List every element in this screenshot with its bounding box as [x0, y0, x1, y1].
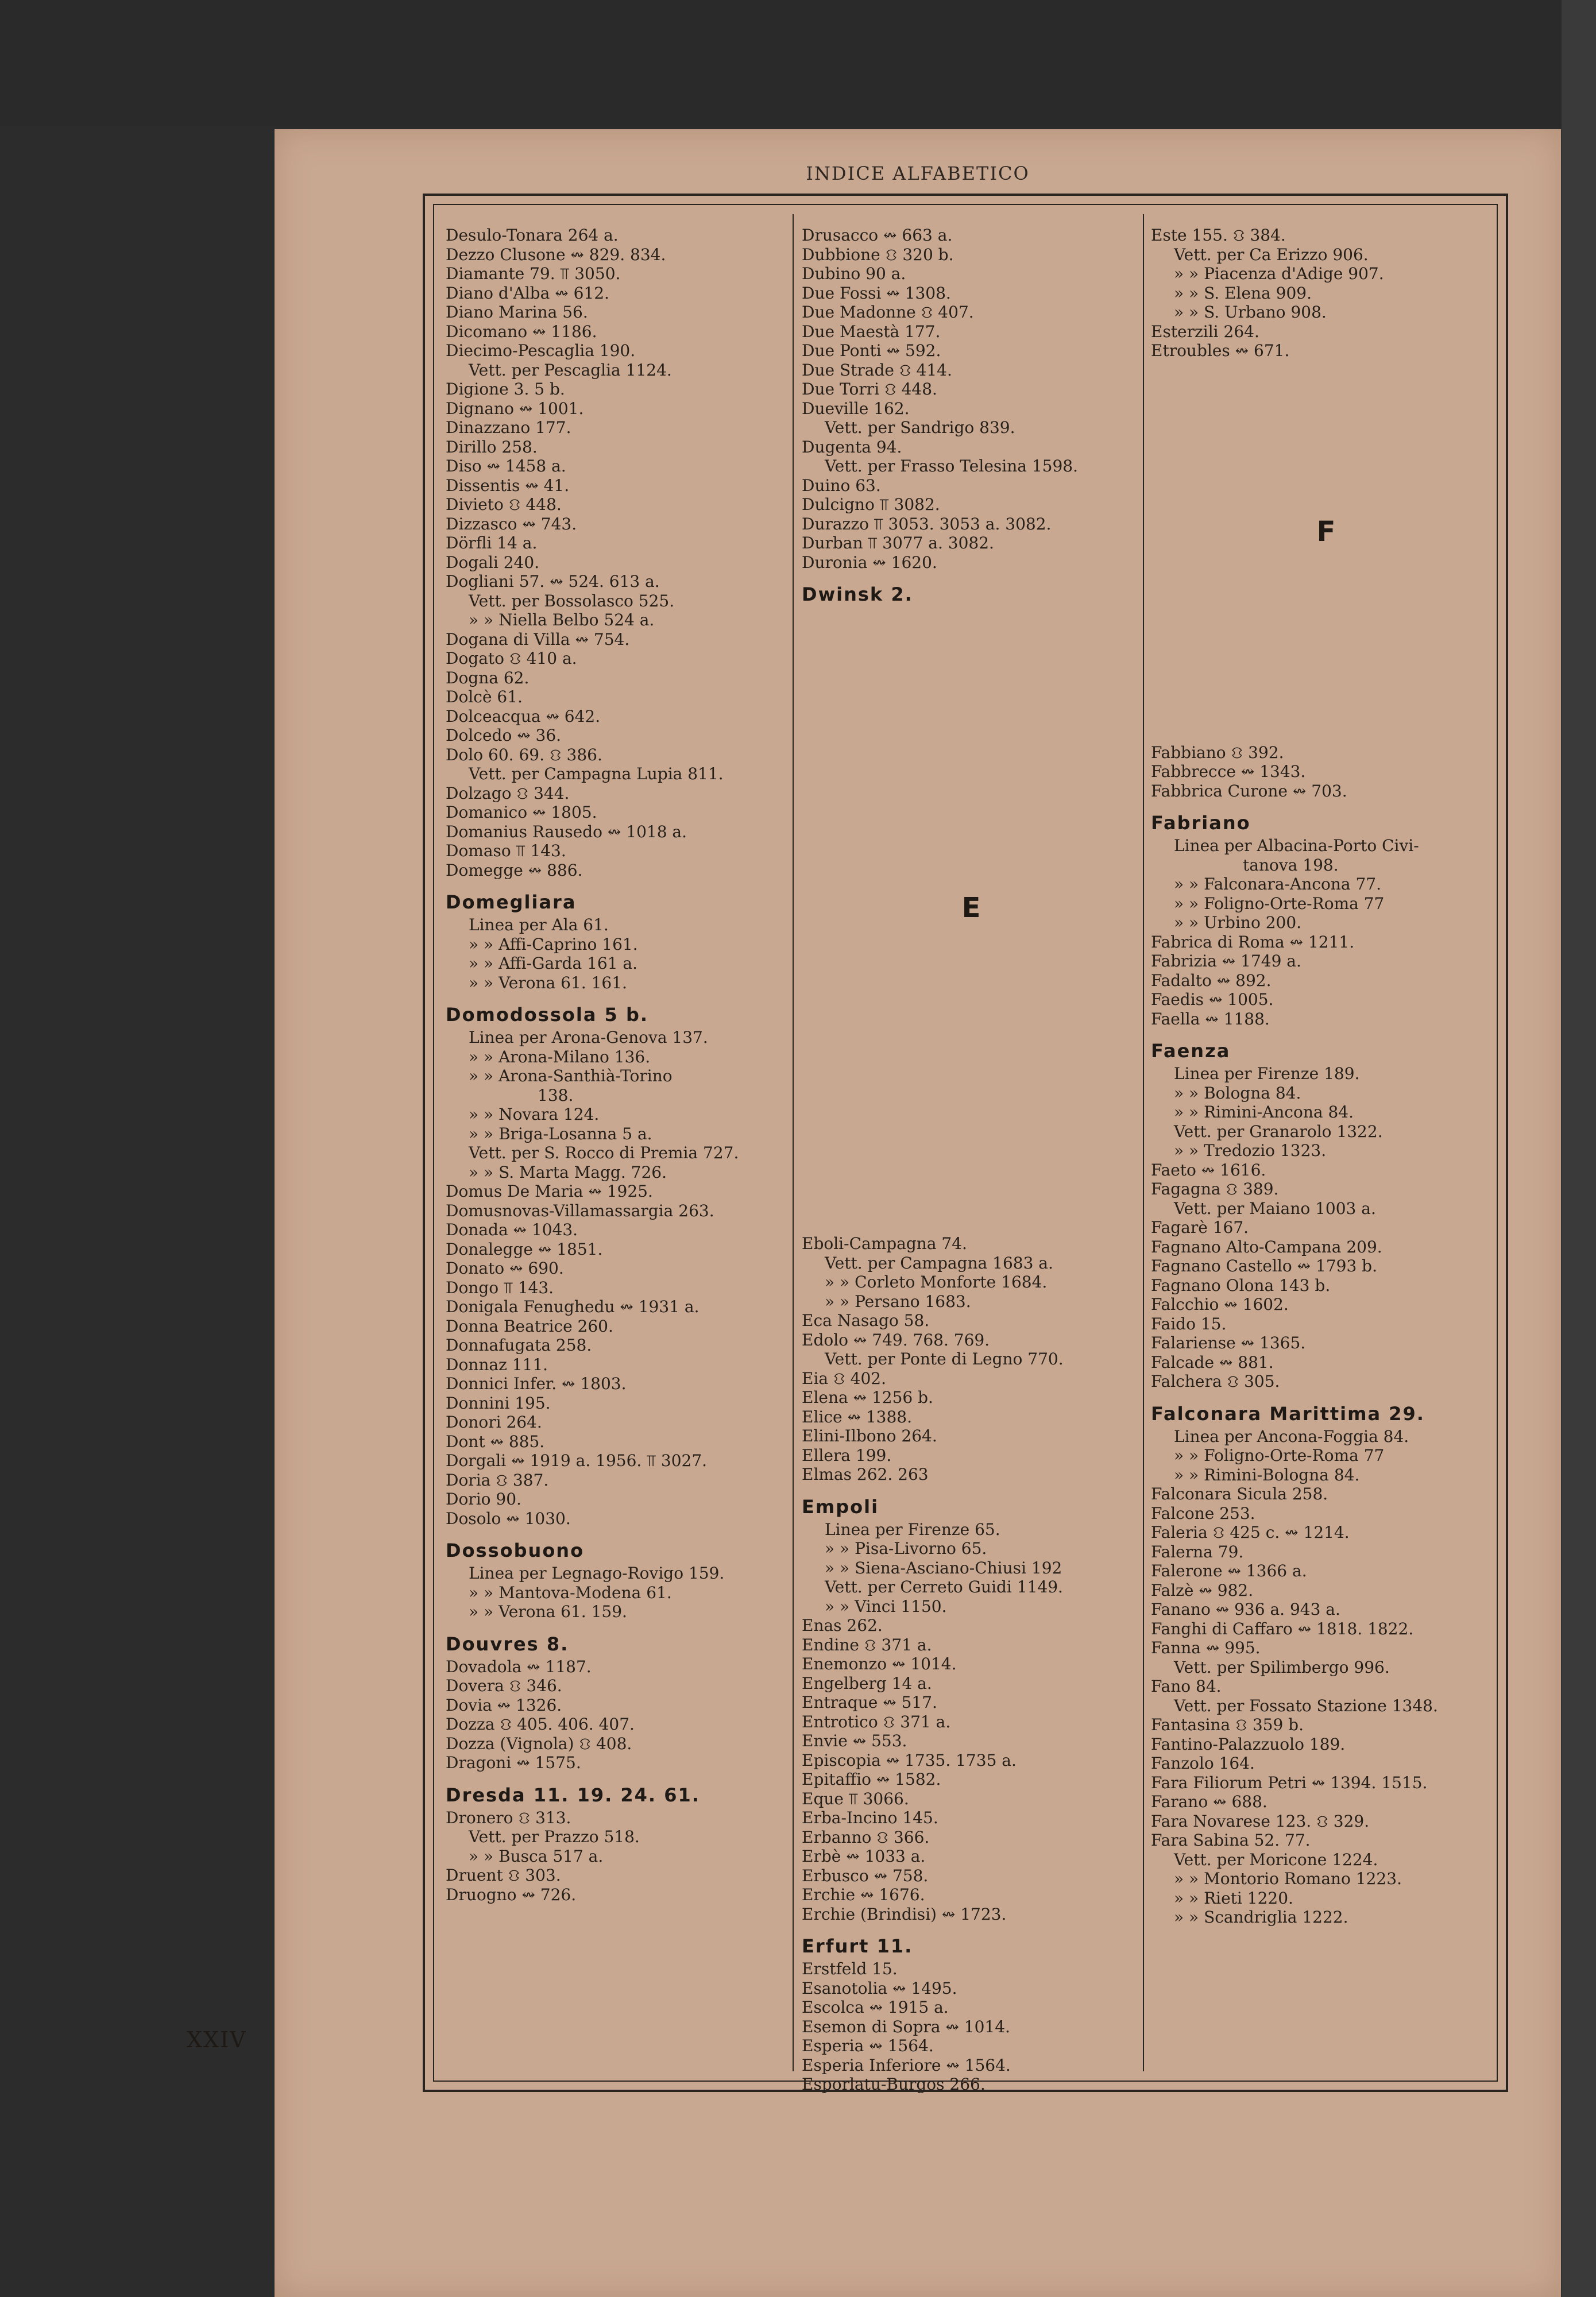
index-entry: Esanotolia ↭ 1495.: [802, 1978, 957, 1998]
index-entry: Falcade ↭ 881.: [1151, 1352, 1274, 1372]
index-subentry: » » Foligno-Orte-Roma 77: [1174, 1446, 1385, 1465]
index-entry: Enemonzo ↭ 1014.: [802, 1654, 957, 1673]
index-entry: Episcopia ↭ 1735. 1735 a.: [802, 1750, 1017, 1770]
index-subentry: Linea per Legnago-Rovigo 159.: [469, 1564, 725, 1583]
index-entry: Due Fossi ↭ 1308.: [802, 283, 951, 303]
index-entry: Druent ⛻ 303.: [446, 1866, 561, 1885]
index-heading: Faenza: [1151, 1040, 1231, 1062]
index-entry: Drusacco ↭ 663 a.: [802, 226, 953, 245]
index-entry: Esporlatu-Burgos 266.: [802, 2075, 986, 2094]
index-entry: Fadalto ↭ 892.: [1151, 970, 1272, 990]
index-entry: Entraque ↭ 517.: [802, 1693, 937, 1712]
index-entry: Dubbione ⛻ 320 b.: [802, 245, 954, 264]
index-heading: Douvres 8.: [446, 1633, 569, 1655]
index-column-3: [1151, 226, 1501, 1927]
index-subentry: » » Foligno-Orte-Roma 77: [1174, 894, 1385, 913]
index-subentry: » » Arona-Milano 136.: [469, 1047, 651, 1066]
index-heading: Erfurt 11.: [802, 1935, 913, 1957]
index-subentry: » » Falconara-Ancona 77.: [1174, 875, 1381, 894]
index-entry: Dolceacqua ↭ 642.: [446, 706, 601, 726]
index-entry: Dezzo Clusone ↭ 829. 834.: [446, 245, 666, 264]
index-entry: Falerone ↭ 1366 a.: [1151, 1561, 1307, 1580]
index-subentry: » » Siena-Asciano-Chiusi 192: [825, 1558, 1062, 1577]
index-entry: Eque ⫪ 3066.: [802, 1789, 909, 1808]
page-number: XXIV: [187, 2027, 247, 2052]
index-entry: Druogno ↭ 726.: [446, 1885, 577, 1904]
index-entry: Fanzolo 164.: [1151, 1754, 1255, 1773]
index-entry: Dulcigno ⫪ 3082.: [802, 495, 940, 514]
index-entry: Erchie ↭ 1676.: [802, 1885, 925, 1904]
section-letter: E: [961, 892, 981, 924]
index-entry: Diecimo-Pescaglia 190.: [446, 341, 636, 360]
index-entry: Diamante 79. ⫪ 3050.: [446, 264, 621, 283]
index-entry: Durban ⫪ 3077 a. 3082.: [802, 533, 994, 552]
index-entry: Diano Marina 56.: [446, 303, 588, 322]
index-entry: Fagagna ⛻ 389.: [1151, 1180, 1279, 1198]
index-entry: Donnici Infer. ↭ 1803.: [446, 1374, 627, 1393]
index-subentry: Vett. per Moricone 1224.: [1174, 1850, 1378, 1869]
index-entry: Fabbrecce ↭ 1343.: [1151, 762, 1306, 781]
index-entry: Dogana di Villa ↭ 754.: [446, 629, 630, 649]
index-entry: Due Madonne ⛻ 407.: [802, 303, 974, 322]
index-subentry: » » Rimini-Ancona 84.: [1174, 1103, 1354, 1122]
index-subentry: Vett. per Frasso Telesina 1598.: [825, 457, 1079, 475]
index-entry: Dolzago ⛻ 344.: [446, 783, 570, 803]
index-entry: Etroubles ↭ 671.: [1151, 341, 1290, 360]
index-subentry: » » Arona-Santhià-Torino: [469, 1066, 673, 1085]
index-entry: Domegge ↭ 886.: [446, 860, 583, 880]
index-subentry: Vett. per Bossolasco 525.: [469, 591, 675, 610]
index-entry: Fanano ↭ 936 a. 943 a.: [1151, 1600, 1340, 1619]
index-entry: Dolcedo ↭ 36.: [446, 726, 562, 745]
index-entry: Domus De Maria ↭ 1925.: [446, 1182, 653, 1201]
index-entry: Falariense ↭ 1365.: [1151, 1333, 1306, 1352]
index-subentry: » » S. Urbano 908.: [1174, 303, 1327, 322]
index-entry: Faido 15.: [1151, 1314, 1227, 1333]
background-left: [0, 0, 276, 2297]
index-entry: Dogato ⛻ 410 a.: [446, 649, 577, 668]
index-entry: Eca Nasago 58.: [802, 1311, 930, 1330]
index-entry: Fantino-Palazzuolo 189.: [1151, 1734, 1346, 1754]
index-entry: Domusnovas-Villamassargia 263.: [446, 1201, 714, 1220]
index-subentry: » » Mantova-Modena 61.: [469, 1583, 672, 1602]
index-entry: Dongo ⫪ 143.: [446, 1278, 554, 1297]
index-subentry: Linea per Albacina-Porto Civi-: [1174, 836, 1419, 855]
index-entry: Duino 63.: [802, 475, 881, 495]
index-entry: Dovia ↭ 1326.: [446, 1695, 562, 1715]
index-entry: Fabrizia ↭ 1749 a.: [1151, 952, 1301, 970]
index-subentry: » » Tredozio 1323.: [1174, 1141, 1327, 1160]
index-entry: Fara Novarese 123. ⛻ 329.: [1151, 1811, 1370, 1831]
index-entry: Fanghi di Caffaro ↭ 1818. 1822.: [1151, 1619, 1414, 1638]
index-entry: Elmas 262. 263: [802, 1465, 929, 1484]
index-entry: Fabrica di Roma ↭ 1211.: [1151, 932, 1355, 952]
index-heading: Domegliara: [446, 891, 577, 913]
index-entry: Dogliani 57. ↭ 524. 613 a.: [446, 572, 660, 591]
index-subentry: » » Montorio Romano 1223.: [1174, 1869, 1402, 1888]
index-entry: Elena ↭ 1256 b.: [802, 1388, 933, 1407]
index-entry: Diano d'Alba ↭ 612.: [446, 283, 609, 303]
index-entry: Donnini 195.: [446, 1393, 551, 1413]
index-heading: Domodossola 5 b.: [446, 1004, 649, 1026]
index-subentry: » » Novara 124.: [469, 1105, 600, 1124]
index-entry: Faella ↭ 1188.: [1151, 1009, 1270, 1028]
index-entry: Fanna ↭ 995.: [1151, 1638, 1261, 1657]
index-subentry: » » Scandriglia 1222.: [1174, 1908, 1348, 1927]
index-subentry: » » Verona 61. 161.: [469, 973, 627, 992]
index-entry: Domanius Rausedo ↭ 1018 a.: [446, 822, 687, 841]
index-heading: Empoli: [802, 1495, 879, 1518]
index-entry: Donalegge ↭ 1851.: [446, 1239, 603, 1259]
index-entry: Durazzo ⫪ 3053. 3053 a. 3082.: [802, 514, 1052, 533]
index-entry: Desulo-Tonara 264 a.: [446, 226, 619, 245]
index-entry: Fagarè 167.: [1151, 1218, 1249, 1237]
index-subentry: tanova 198.: [1243, 855, 1339, 875]
index-entry: Dolo 60. 69. ⛻ 386.: [446, 745, 602, 764]
index-entry: Fabbiano ⛻ 392.: [1151, 743, 1284, 762]
index-subentry: Vett. per Campagna Lupia 811.: [469, 764, 724, 783]
index-entry: Esemon di Sopra ↭ 1014.: [802, 2017, 1010, 2036]
index-heading: Fabriano: [1151, 812, 1251, 834]
index-entry: Erstfeld 15.: [802, 1959, 898, 1978]
index-subentry: Vett. per Maiano 1003 a.: [1174, 1198, 1376, 1218]
index-entry: Donori 264.: [446, 1413, 542, 1432]
index-entry: Dovadola ↭ 1187.: [446, 1657, 592, 1676]
index-entry: Dicomano ↭ 1186.: [446, 322, 597, 341]
column-divider-2: [1143, 214, 1144, 2071]
index-entry: Dragoni ↭ 1575.: [446, 1753, 581, 1772]
index-entry: Elice ↭ 1388.: [802, 1407, 913, 1426]
index-entry: Erchie (Brindisi) ↭ 1723.: [802, 1904, 1007, 1924]
index-subentry: Vett. per Ca Erizzo 906.: [1174, 245, 1369, 264]
index-entry: Erbè ↭ 1033 a.: [802, 1847, 926, 1866]
index-subentry: » » Briga-Losanna 5 a.: [469, 1124, 652, 1143]
index-entry: Envie ↭ 553.: [802, 1731, 907, 1750]
index-subentry: » » Verona 61. 159.: [469, 1602, 627, 1621]
index-entry: Duronia ↭ 1620.: [802, 552, 937, 572]
index-entry: Dorgali ↭ 1919 a. 1956. ⫪ 3027.: [446, 1451, 708, 1470]
index-entry: Este 155. ⛻ 384.: [1151, 226, 1286, 245]
index-entry: Fara Filiorum Petri ↭ 1394. 1515.: [1151, 1773, 1428, 1792]
column-divider-1: [793, 214, 794, 2071]
index-entry: Dueville 162.: [802, 399, 910, 418]
index-entry: Dizzasco ↭ 743.: [446, 514, 577, 533]
index-entry: Dogna 62.: [446, 668, 530, 687]
index-subentry: » » Niella Belbo 524 a.: [469, 610, 655, 629]
index-heading: Dossobuono: [446, 1540, 585, 1561]
index-entry: Domanico ↭ 1805.: [446, 803, 597, 822]
page-header: INDICE ALFABETICO: [806, 163, 1030, 184]
spacer: [1151, 361, 1501, 458]
index-entry: Dont ↭ 885.: [446, 1432, 545, 1451]
index-heading: Dwinsk 2.: [802, 583, 913, 605]
index-subentry: » » Persano 1683.: [825, 1291, 971, 1311]
index-entry: Esterzili 264.: [1151, 322, 1259, 341]
background-top: [0, 0, 1596, 126]
index-frame-inner: [433, 204, 1498, 2094]
index-subentry: » » Corleto Monforte 1684.: [825, 1273, 1048, 1291]
index-entry: Faeto ↭ 1616.: [1151, 1160, 1266, 1180]
index-entry: Dolcè 61.: [446, 687, 523, 706]
index-entry: Faleria ⛻ 425 c. ↭ 1214.: [1151, 1523, 1350, 1542]
index-entry: Fara Sabina 52. 77.: [1151, 1831, 1311, 1850]
index-subentry: » » Piacenza d'Adige 907.: [1174, 264, 1384, 283]
index-subentry: » » Rieti 1220.: [1174, 1888, 1293, 1908]
index-entry: Donna Beatrice 260.: [446, 1316, 613, 1336]
index-entry: Falchera ⛻ 305.: [1151, 1372, 1280, 1391]
index-entry: Donnaz 111.: [446, 1355, 548, 1374]
index-entry: Fagnano Alto-Campana 209.: [1151, 1237, 1382, 1256]
index-entry: Faedis ↭ 1005.: [1151, 990, 1274, 1009]
index-entry: Due Strade ⛻ 414.: [802, 360, 952, 380]
index-entry: Falerna 79.: [1151, 1542, 1244, 1561]
index-subentry: 138.: [538, 1085, 574, 1105]
index-entry: Esperia Inferiore ↭ 1564.: [802, 2055, 1011, 2075]
index-subentry: » » Pisa-Livorno 65.: [825, 1539, 987, 1558]
index-entry: Entrotico ⛻ 371 a.: [802, 1712, 951, 1731]
index-entry: Dozza ⛻ 405. 406. 407.: [446, 1715, 635, 1734]
spacer: [1151, 617, 1501, 743]
index-subentry: Linea per Firenze 65.: [825, 1519, 1000, 1539]
index-entry: Due Maestà 177.: [802, 322, 941, 341]
index-entry: Donigala Fenughedu ↭ 1931 a.: [446, 1297, 700, 1316]
index-entry: Edolo ↭ 749. 768. 769.: [802, 1330, 990, 1349]
section-letter: F: [1316, 515, 1336, 548]
index-subentry: Vett. per Prazzo 518.: [469, 1827, 640, 1846]
index-entry: Dogali 240.: [446, 552, 540, 572]
index-entry: Dosolo ↭ 1030.: [446, 1509, 571, 1528]
index-entry: Falcone 253.: [1151, 1503, 1255, 1523]
index-subentry: » » Affi-Garda 161 a.: [469, 954, 637, 973]
background-right: [1562, 0, 1596, 2297]
index-entry: Falcchio ↭ 1602.: [1151, 1295, 1289, 1314]
index-entry: Diso ↭ 1458 a.: [446, 457, 566, 475]
index-frame: [423, 194, 1508, 2092]
spacer: [802, 608, 1141, 834]
index-subentry: Vett. per Granarolo 1322.: [1174, 1122, 1383, 1141]
index-entry: Dubino 90 a.: [802, 264, 906, 283]
index-subentry: » » Rimini-Bologna 84.: [1174, 1465, 1360, 1484]
index-entry: Dronero ⛻ 313.: [446, 1808, 571, 1827]
index-entry: Escolca ↭ 1915 a.: [802, 1998, 949, 2017]
index-subentry: Vett. per Cerreto Guidi 1149.: [825, 1577, 1063, 1596]
index-entry: Engelberg 14 a.: [802, 1673, 932, 1693]
index-entry: Elini-Ilbono 264.: [802, 1426, 937, 1445]
index-subentry: Vett. per Ponte di Legno 770.: [825, 1349, 1064, 1368]
index-entry: Epitaffio ↭ 1582.: [802, 1770, 941, 1789]
index-entry: Dorio 90.: [446, 1490, 521, 1509]
index-entry: Dörfli 14 a.: [446, 533, 538, 552]
index-entry: Erbusco ↭ 758.: [802, 1866, 929, 1885]
index-entry: Digione 3. 5 b.: [446, 380, 565, 399]
index-subentry: Linea per Firenze 189.: [1174, 1064, 1360, 1083]
index-entry: Farano ↭ 688.: [1151, 1792, 1267, 1811]
index-entry: Ellera 199.: [802, 1445, 892, 1465]
index-entry: Domaso ⫪ 143.: [446, 841, 566, 860]
index-entry: Due Torri ⛻ 448.: [802, 380, 937, 399]
index-subentry: Vett. per Pescaglia 1124.: [469, 360, 672, 380]
spacer: [802, 993, 1141, 1234]
index-entry: Dugenta 94.: [802, 437, 902, 457]
index-entry: Endine ⛻ 371 a.: [802, 1635, 932, 1654]
index-heading: Dresda 11. 19. 24. 61.: [446, 1784, 700, 1806]
index-entry: Dirillo 258.: [446, 437, 538, 457]
index-subentry: Linea per Ala 61.: [469, 915, 609, 934]
index-entry: Falzè ↭ 982.: [1151, 1580, 1254, 1600]
index-entry: Enas 262.: [802, 1616, 883, 1635]
index-entry: Dissentis ↭ 41.: [446, 475, 570, 495]
index-column-2: [802, 226, 1141, 2094]
index-entry: Dozza (Vignola) ⛻ 408.: [446, 1734, 632, 1753]
index-entry: Donada ↭ 1043.: [446, 1220, 578, 1239]
index-entry: Fano 84.: [1151, 1677, 1222, 1696]
index-entry: Erbanno ⛻ 366.: [802, 1827, 930, 1847]
index-heading: Falconara Marittima 29.: [1151, 1402, 1425, 1425]
index-entry: Donato ↭ 690.: [446, 1259, 564, 1278]
index-subentry: Vett. per Spilimbergo 996.: [1174, 1657, 1390, 1677]
index-subentry: » » S. Marta Magg. 726.: [469, 1162, 667, 1182]
index-entry: Eboli-Campagna 74.: [802, 1234, 967, 1253]
index-entry: Falconara Sicula 258.: [1151, 1484, 1328, 1503]
index-entry: Divieto ⛻ 448.: [446, 495, 562, 514]
index-entry: Dignano ↭ 1001.: [446, 399, 584, 418]
index-subentry: » » Bologna 84.: [1174, 1083, 1301, 1103]
index-subentry: Vett. per Fossato Stazione 1348.: [1174, 1696, 1438, 1715]
index-entry: Fabbrica Curone ↭ 703.: [1151, 781, 1347, 801]
index-subentry: » » S. Elena 909.: [1174, 283, 1312, 303]
index-entry: Doria ⛻ 387.: [446, 1470, 549, 1490]
index-subentry: » » Urbino 200.: [1174, 913, 1302, 932]
index-entry: Eia ⛻ 402.: [802, 1368, 887, 1388]
index-subentry: » » Busca 517 a.: [469, 1846, 604, 1866]
index-entry: Dinazzano 177.: [446, 418, 571, 437]
index-subentry: Linea per Ancona-Foggia 84.: [1174, 1426, 1409, 1446]
index-subentry: Linea per Arona-Genova 137.: [469, 1028, 708, 1047]
index-subentry: Vett. per Campagna 1683 a.: [825, 1253, 1053, 1273]
index-entry: Fagnano Olona 143 b.: [1151, 1275, 1331, 1295]
index-column-1: [446, 226, 785, 1904]
index-entry: Dovera ⛻ 346.: [446, 1676, 562, 1695]
index-subentry: » » Vinci 1150.: [825, 1596, 947, 1616]
page-sheet: [275, 129, 1561, 2297]
index-subentry: » » Affi-Caprino 161.: [469, 934, 638, 954]
index-entry: Erba-Incino 145.: [802, 1808, 938, 1827]
index-entry: Esperia ↭ 1564.: [802, 2036, 934, 2055]
index-subentry: Vett. per Sandrigo 839.: [825, 418, 1015, 437]
index-entry: Fagnano Castello ↭ 1793 b.: [1151, 1256, 1377, 1275]
index-entry: Donnafugata 258.: [446, 1336, 592, 1355]
index-entry: Fantasina ⛻ 359 b.: [1151, 1715, 1304, 1734]
index-entry: Due Ponti ↭ 592.: [802, 341, 941, 360]
index-subentry: Vett. per S. Rocco di Premia 727.: [469, 1143, 739, 1162]
